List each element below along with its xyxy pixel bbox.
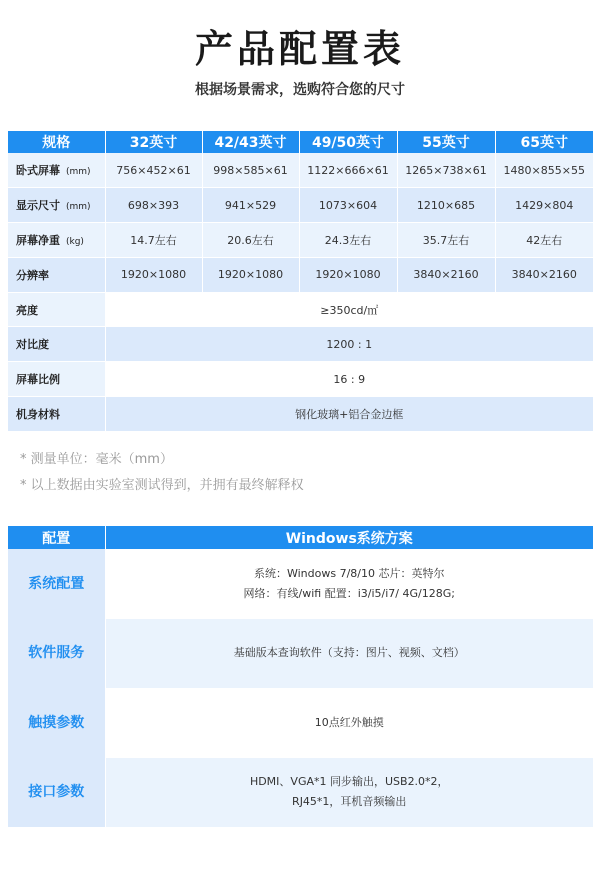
table-row: [8, 327, 593, 362]
table-cell: 42左右: [495, 223, 593, 258]
table-row: [8, 188, 593, 223]
table-row: [8, 549, 593, 619]
table-cell: 1920×1080: [105, 257, 202, 292]
spec-header-cell: 32英寸: [105, 131, 202, 153]
cell-line: RJ45*1，耳机音频输出: [292, 795, 407, 809]
row-label: 屏幕净重 (kg): [8, 223, 105, 258]
row-label: 显示尺寸 (mm): [8, 188, 105, 223]
table-row: [8, 362, 593, 397]
row-label: 分辨率: [8, 257, 105, 292]
spec-header-cell: 55英寸: [397, 131, 495, 153]
table-cell: [105, 549, 593, 619]
table-cell: 941×529: [202, 188, 299, 223]
table-cell: 756×452×61: [105, 153, 202, 188]
table-cell: 3840×2160: [397, 257, 495, 292]
config-header-cell: 配置: [8, 526, 105, 549]
table-cell: 1920×1080: [202, 257, 299, 292]
cell-line: 系统：Windows 7/8/10 芯片：英特尔: [253, 566, 445, 580]
row-label: 触摸参数: [8, 688, 105, 758]
table-cell: 998×585×61: [202, 153, 299, 188]
config-table: [8, 526, 593, 827]
table-cell: 1265×738×61: [397, 153, 495, 188]
table-cell: 1920×1080: [299, 257, 397, 292]
table-cell: 1122×666×61: [299, 153, 397, 188]
cell-line: 网络：有线/wifi 配置：i3/i5/i7/ 4G/128G;: [243, 586, 455, 600]
table-cell: 1073×604: [299, 188, 397, 223]
spec-header-cell: 65英寸: [495, 131, 593, 153]
row-label: 对比度: [8, 327, 105, 362]
table-cell: 1210×685: [397, 188, 495, 223]
table-row: [8, 397, 593, 432]
table-cell: 14.7左右: [105, 223, 202, 258]
table-cell: 1480×855×55: [495, 153, 593, 188]
spec-table: [8, 131, 593, 432]
row-label: 机身材料: [8, 397, 105, 432]
table-cell: 1429×804: [495, 188, 593, 223]
table-cell: [105, 758, 593, 828]
table-row: [8, 153, 593, 188]
merged-cell: ≥350cd/㎡: [105, 292, 593, 327]
spec-header-row: [8, 131, 593, 153]
footnote: * 以上数据由实验室测试得到，并拥有最终解释权: [20, 478, 304, 493]
cell-line: 基础版本查询软件（支持：图片、视频、文档）: [233, 646, 465, 660]
row-label: 软件服务: [8, 619, 105, 689]
spec-header-cell: 规格: [8, 131, 105, 153]
cell-line: 10点红外触摸: [314, 715, 384, 729]
row-label: 系统配置: [8, 549, 105, 619]
cell-line: HDMI、VGA*1 同步输出，USB2.0*2，: [249, 775, 449, 789]
row-label: 屏幕比例: [8, 362, 105, 397]
config-header-row: [8, 526, 593, 549]
page-title: 产品配置表: [194, 27, 405, 71]
table-row: [8, 257, 593, 292]
table-row: [8, 619, 593, 689]
row-label: 卧式屏幕 (mm): [8, 153, 105, 188]
row-label: 接口参数: [8, 758, 105, 828]
table-cell: 24.3左右: [299, 223, 397, 258]
row-label: 亮度: [8, 292, 105, 327]
table-cell: [105, 688, 593, 758]
merged-cell: 16 : 9: [105, 362, 593, 397]
table-row: [8, 223, 593, 258]
table-cell: 35.7左右: [397, 223, 495, 258]
page-subtitle: 根据场景需求，选购符合您的尺寸: [195, 82, 405, 98]
table-row: [8, 292, 593, 327]
footnote: * 测量单位：毫米（mm）: [20, 452, 173, 467]
merged-cell: 钢化玻璃+铝合金边框: [105, 397, 593, 432]
config-header-cell: Windows系统方案: [105, 526, 593, 549]
spec-header-cell: 49/50英寸: [299, 131, 397, 153]
table-cell: 698×393: [105, 188, 202, 223]
merged-cell: 1200 : 1: [105, 327, 593, 362]
footnotes: [20, 447, 304, 499]
table-cell: [105, 619, 593, 689]
table-row: [8, 758, 593, 828]
table-cell: 3840×2160: [495, 257, 593, 292]
spec-header-cell: 42/43英寸: [202, 131, 299, 153]
table-row: [8, 688, 593, 758]
table-cell: 20.6左右: [202, 223, 299, 258]
